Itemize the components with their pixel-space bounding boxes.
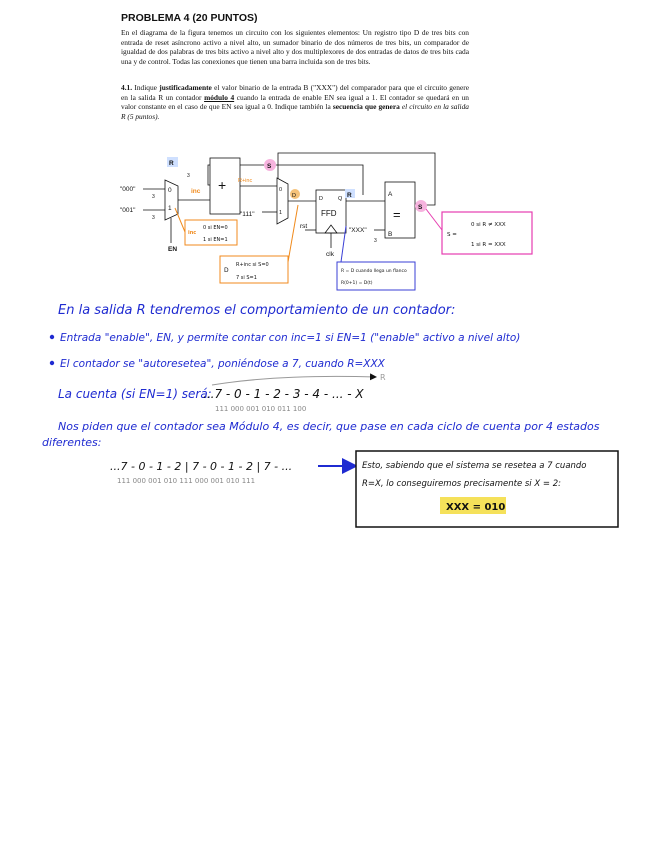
question-text-f: secuencia que genera bbox=[332, 102, 400, 112]
label-clk: clk bbox=[326, 251, 334, 258]
result-line-2: R=X, lo conseguiremos precisamente si X = 2: bbox=[362, 479, 561, 489]
const-xxx: "XXX" bbox=[349, 227, 367, 234]
note-s-label: S = bbox=[447, 232, 457, 238]
mux-reset-in1: 1 bbox=[279, 210, 283, 216]
answer-cuenta-label: La cuenta (si EN=1) será: bbox=[58, 387, 212, 401]
mux-reset-in0: 0 bbox=[279, 187, 283, 193]
question-text-b: justificadamente bbox=[159, 83, 212, 92]
label-inc: inc bbox=[191, 188, 201, 195]
label-r-inc: R+inc bbox=[238, 178, 253, 184]
problem-intro: En el diagrama de la figura tenemos un circuito con los siguientes elementos: Un registro tipo D de tres bits con entrada de reset asíncrono activo a nivel alto, un sumador binario de dos números de tres bits, un comparador de igualdad de dos palabras de tres bits activo a nivel alto y dos multiplexores de dos entradas de datos de tres bits cada una y de control. Todas las conexiones que tienen una barra incluida son de tres bits. bbox=[121, 28, 469, 66]
bus-width-1: 3 bbox=[152, 194, 155, 200]
question-text-e: cuando la entrada de enable EN sea igual a 1. El contador se quedará en un valor constante en el caso de que EN sea igual a 0. Indique también la bbox=[121, 92, 469, 112]
answer-modulo-1: Nos piden que el contador sea Módulo 4, es decir, que pase en cada ciclo de cuenta por 4 estados bbox=[58, 420, 600, 433]
answer-seq2: ...7 - 0 - 1 - 2 | 7 - 0 - 1 - 2 | 7 - ... bbox=[110, 460, 293, 473]
answer-cuenta-bin: 111 000 001 010 011 100 bbox=[215, 405, 307, 413]
answer-line-1: En la salida R tendremos el comportamiento de un contador: bbox=[58, 303, 456, 318]
note-s bbox=[426, 209, 532, 254]
note-clk-2: R(0+1) = D(t) bbox=[341, 281, 373, 286]
result-box bbox=[356, 451, 618, 527]
const-001: "001" bbox=[120, 207, 136, 214]
note-inc-0: 0 si EN=0 bbox=[203, 225, 228, 231]
circuit-diagram bbox=[120, 153, 435, 258]
answer-seq2-bin: 111 000 001 010 111 000 001 010 111 bbox=[117, 477, 256, 485]
answer-modulo-2: diferentes: bbox=[42, 436, 102, 449]
note-d-0: R+inc si S=0 bbox=[236, 262, 269, 268]
note-s-1: 1 si R = XXX bbox=[471, 242, 506, 248]
note-s-0: 0 si R ≠ XXX bbox=[471, 222, 506, 228]
answer-bullet-1: Entrada "enable", EN, y permite contar con inc=1 si EN=1 ("enable" activo a nivel alto) bbox=[60, 332, 521, 344]
comp-eq: = bbox=[393, 207, 401, 222]
answer-bullet-2: El contador se "autoresetea", poniéndose a 7, cuando R=XXX bbox=[60, 358, 385, 370]
mux-inc-in0: 0 bbox=[168, 187, 172, 194]
note-clk-1: R = D cuando llega un flanco bbox=[341, 269, 407, 274]
result-line-1: Esto, sabiendo que el sistema se resetea a 7 cuando bbox=[362, 461, 587, 471]
label-rst: rst bbox=[300, 223, 308, 230]
const-000: "000" bbox=[120, 186, 136, 193]
note-d-1: 7 si S=1 bbox=[236, 275, 257, 281]
mux-inc bbox=[165, 180, 178, 220]
ffd-q-pin: Q bbox=[338, 196, 343, 202]
bus-width-3: 3 bbox=[187, 173, 190, 179]
question-text-g: el circuito en la salida R (5 puntos). bbox=[121, 102, 469, 121]
answer-cuenta-seq: ...7 - 0 - 1 - 2 - 3 - 4 - ... - X bbox=[203, 387, 364, 401]
problem-title: PROBLEMA 4 (20 PUNTOS) bbox=[121, 12, 258, 24]
answer-cuenta-r: R bbox=[380, 373, 386, 382]
comp-b: B bbox=[388, 231, 393, 238]
question-text-a: Indique bbox=[132, 83, 160, 92]
ffd-label: FFD bbox=[321, 209, 337, 218]
note-inc-label: inc bbox=[188, 230, 197, 236]
note-d-label: D bbox=[224, 267, 229, 274]
mux-reset bbox=[277, 178, 288, 224]
mux-inc-in1: 1 bbox=[168, 205, 172, 212]
label-s-mux: S bbox=[267, 163, 272, 170]
question-text-d: módulo 4 bbox=[204, 92, 235, 102]
result-value: XXX = 010 bbox=[446, 502, 506, 513]
const-111: "111" bbox=[240, 211, 255, 218]
adder-plus: + bbox=[218, 177, 227, 193]
label-r-top: R bbox=[169, 160, 174, 167]
label-d-wire: D bbox=[292, 193, 296, 199]
ffd-d-pin: D bbox=[319, 196, 323, 202]
note-inc-1: 1 si EN=1 bbox=[203, 237, 228, 243]
question-text-c: el valor binario de la entrada B ("XXX") del comparador para que el circuito genere en la salida R un contador bbox=[121, 83, 469, 102]
bus-width-2: 3 bbox=[152, 215, 155, 221]
question-number: 4.1. bbox=[121, 83, 133, 92]
label-en: EN bbox=[168, 246, 178, 253]
label-r-out: R bbox=[347, 192, 352, 199]
bus-width-4: 3 bbox=[374, 238, 377, 244]
comp-a: A bbox=[388, 191, 393, 198]
label-s-out: S bbox=[418, 204, 423, 211]
